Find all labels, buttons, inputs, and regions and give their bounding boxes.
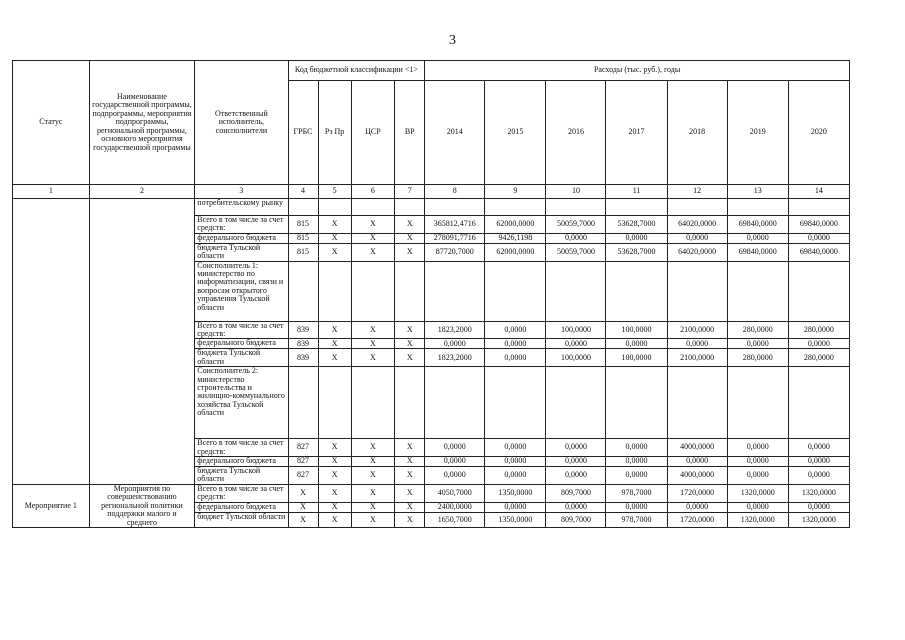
amount-cell: 1350,0000 xyxy=(485,512,546,527)
amount-cell: 0,0000 xyxy=(667,457,727,467)
code-cell: Х xyxy=(288,502,318,512)
header-grbs: ГРБС xyxy=(288,81,318,185)
header-vr: ВР xyxy=(395,81,425,185)
code-cell: Х xyxy=(351,457,395,467)
amount-cell: 0,0000 xyxy=(788,502,849,512)
amount-cell: 0,0000 xyxy=(546,457,606,467)
amount-cell: 1320,0000 xyxy=(788,484,849,502)
executor-cell: бюджета Тульской области xyxy=(195,243,288,261)
measure-name: Мероприятия по совершенствованию региональной политики поддержки малого и среднего xyxy=(89,484,195,527)
amount-cell: 4000,0000 xyxy=(667,439,727,457)
amount-cell: 0,0000 xyxy=(727,439,788,457)
code-cell: Х xyxy=(395,339,425,349)
header-expenses-group: Расходы (тыс. руб.), годы xyxy=(425,61,850,81)
amount-cell xyxy=(788,199,849,216)
amount-cell xyxy=(667,199,727,216)
amount-cell: 0,0000 xyxy=(425,467,485,485)
header-year: 2017 xyxy=(606,81,667,185)
amount-cell: 0,0000 xyxy=(788,457,849,467)
amount-cell: 0,0000 xyxy=(546,467,606,485)
code-cell xyxy=(288,367,318,439)
column-number-row xyxy=(13,185,850,199)
code-cell: Х xyxy=(318,439,351,457)
amount-cell: 0,0000 xyxy=(606,502,667,512)
code-cell: 815 xyxy=(288,233,318,243)
code-cell xyxy=(318,367,351,439)
amount-cell: 280,0000 xyxy=(727,349,788,367)
header-year: 2020 xyxy=(788,81,849,185)
executor-cell: потребительскому рынку xyxy=(195,199,288,216)
amount-cell: 0,0000 xyxy=(667,502,727,512)
code-cell: Х xyxy=(395,216,425,234)
amount-cell: 0,0000 xyxy=(788,467,849,485)
code-cell: Х xyxy=(351,502,395,512)
code-cell xyxy=(395,199,425,216)
amount-cell: 1320,0000 xyxy=(727,484,788,502)
name-cell xyxy=(89,199,195,485)
code-cell: 839 xyxy=(288,321,318,339)
amount-cell: 53628,7000 xyxy=(606,216,667,234)
code-cell xyxy=(351,199,395,216)
executor-cell: Всего в том числе за счет средств: xyxy=(195,216,288,234)
code-cell: Х xyxy=(351,243,395,261)
code-cell: Х xyxy=(351,439,395,457)
amount-cell xyxy=(425,199,485,216)
amount-cell: 87720,7000 xyxy=(425,243,485,261)
executor-cell: федерального бюджета xyxy=(195,502,288,512)
code-cell: Х xyxy=(288,512,318,527)
code-cell: 827 xyxy=(288,457,318,467)
code-cell xyxy=(288,261,318,321)
column-number: 13 xyxy=(727,185,788,199)
amount-cell: 1720,0000 xyxy=(667,512,727,527)
amount-cell: 2100,0000 xyxy=(667,321,727,339)
status-cell xyxy=(13,199,90,485)
amount-cell xyxy=(485,367,546,439)
amount-cell: 0,0000 xyxy=(485,467,546,485)
code-cell xyxy=(318,199,351,216)
amount-cell: 9426,1198 xyxy=(485,233,546,243)
column-number: 8 xyxy=(425,185,485,199)
amount-cell: 50059,7000 xyxy=(546,243,606,261)
executor-cell: бюджета Тульской области xyxy=(195,349,288,367)
code-cell: Х xyxy=(318,457,351,467)
amount-cell: 53628,7000 xyxy=(606,243,667,261)
column-number: 9 xyxy=(485,185,546,199)
amount-cell: 0,0000 xyxy=(606,467,667,485)
code-cell: Х xyxy=(395,512,425,527)
code-cell xyxy=(351,261,395,321)
amount-cell: 0,0000 xyxy=(485,349,546,367)
amount-cell xyxy=(606,261,667,321)
column-number: 7 xyxy=(395,185,425,199)
code-cell: Х xyxy=(318,512,351,527)
executor-cell: Всего в том числе за счет средств: xyxy=(195,484,288,502)
amount-cell: 0,0000 xyxy=(485,502,546,512)
amount-cell: 978,7000 xyxy=(606,484,667,502)
amount-cell: 0,0000 xyxy=(727,467,788,485)
amount-cell xyxy=(546,199,606,216)
amount-cell xyxy=(788,261,849,321)
code-cell: Х xyxy=(395,484,425,502)
code-cell: Х xyxy=(351,339,395,349)
amount-cell: 2400,0000 xyxy=(425,502,485,512)
amount-cell xyxy=(727,367,788,439)
executor-cell: федерального бюджета xyxy=(195,457,288,467)
amount-cell: 0,0000 xyxy=(546,439,606,457)
amount-cell: 0,0000 xyxy=(485,339,546,349)
code-cell: Х xyxy=(395,467,425,485)
header-executor: Ответственный исполнитель, соисполнители xyxy=(195,61,288,185)
code-cell: Х xyxy=(395,457,425,467)
amount-cell: 0,0000 xyxy=(727,502,788,512)
amount-cell xyxy=(606,199,667,216)
column-number: 6 xyxy=(351,185,395,199)
amount-cell: 69840,0000 xyxy=(788,243,849,261)
code-cell: Х xyxy=(351,349,395,367)
amount-cell: 0,0000 xyxy=(606,339,667,349)
amount-cell: 1720,0000 xyxy=(667,484,727,502)
code-cell: Х xyxy=(318,484,351,502)
amount-cell: 69840,0000 xyxy=(788,216,849,234)
column-number: 5 xyxy=(318,185,351,199)
executor-cell: Соисполнитель 2: министерство строительства и жилищно-коммунального хозяйства Тульской области xyxy=(195,367,288,439)
amount-cell: 0,0000 xyxy=(425,439,485,457)
header-year: 2018 xyxy=(667,81,727,185)
executor-cell: бюджета Тульской области xyxy=(195,467,288,485)
amount-cell xyxy=(606,367,667,439)
code-cell: Х xyxy=(395,243,425,261)
amount-cell: 64020,0000 xyxy=(667,216,727,234)
amount-cell xyxy=(727,199,788,216)
amount-cell: 978,7000 xyxy=(606,512,667,527)
table-row xyxy=(13,199,850,216)
column-number: 11 xyxy=(606,185,667,199)
executor-cell: федерального бюджета xyxy=(195,339,288,349)
code-cell: Х xyxy=(318,321,351,339)
executor-cell: Всего в том числе за счет средств: xyxy=(195,439,288,457)
amount-cell: 69840,0000 xyxy=(727,243,788,261)
executor-cell: Соисполнитель 1: министерство по информатизации, связи и вопросам открытого управления Тульской области xyxy=(195,261,288,321)
amount-cell: 0,0000 xyxy=(546,233,606,243)
header-year: 2015 xyxy=(485,81,546,185)
amount-cell: 809,7000 xyxy=(546,512,606,527)
code-cell: Х xyxy=(395,502,425,512)
code-cell: 815 xyxy=(288,243,318,261)
amount-cell: 62000,0000 xyxy=(485,216,546,234)
amount-cell xyxy=(546,367,606,439)
budget-table xyxy=(12,60,850,528)
code-cell: 815 xyxy=(288,216,318,234)
amount-cell xyxy=(425,367,485,439)
code-cell: 839 xyxy=(288,349,318,367)
code-cell: 839 xyxy=(288,339,318,349)
amount-cell: 0,0000 xyxy=(606,457,667,467)
column-number: 10 xyxy=(546,185,606,199)
code-cell: Х xyxy=(351,467,395,485)
amount-cell: 1650,7000 xyxy=(425,512,485,527)
executor-cell: Всего в том числе за счет средств: xyxy=(195,321,288,339)
code-cell: Х xyxy=(395,233,425,243)
header-name: Наименование государственной программы, подпрограммы, мероприятия подпрограммы, региональной программы, основного мероприятия государственной программы xyxy=(89,61,195,185)
code-cell: Х xyxy=(288,484,318,502)
amount-cell: 809,7000 xyxy=(546,484,606,502)
column-number: 1 xyxy=(13,185,90,199)
amount-cell: 0,0000 xyxy=(485,457,546,467)
amount-cell: 0,0000 xyxy=(606,439,667,457)
code-cell: Х xyxy=(351,216,395,234)
amount-cell: 0,0000 xyxy=(546,502,606,512)
code-cell: 827 xyxy=(288,467,318,485)
amount-cell: 278091,7716 xyxy=(425,233,485,243)
column-number: 4 xyxy=(288,185,318,199)
amount-cell: 365812,4716 xyxy=(425,216,485,234)
amount-cell xyxy=(667,261,727,321)
amount-cell: 0,0000 xyxy=(727,233,788,243)
amount-cell: 1320,0000 xyxy=(788,512,849,527)
code-cell: Х xyxy=(351,233,395,243)
column-number: 12 xyxy=(667,185,727,199)
amount-cell xyxy=(485,199,546,216)
amount-cell: 0,0000 xyxy=(606,233,667,243)
amount-cell: 0,0000 xyxy=(667,339,727,349)
header-year: 2014 xyxy=(425,81,485,185)
amount-cell: 4050,7000 xyxy=(425,484,485,502)
amount-cell: 1320,0000 xyxy=(727,512,788,527)
header-code-group: Код бюджетной классификации <1> xyxy=(288,61,425,81)
code-cell: Х xyxy=(395,349,425,367)
code-cell: 827 xyxy=(288,439,318,457)
header-csr: ЦСР xyxy=(351,81,395,185)
amount-cell: 100,0000 xyxy=(606,321,667,339)
amount-cell: 100,0000 xyxy=(546,321,606,339)
code-cell: Х xyxy=(318,243,351,261)
code-cell xyxy=(395,261,425,321)
amount-cell: 280,0000 xyxy=(727,321,788,339)
amount-cell: 0,0000 xyxy=(727,339,788,349)
code-cell: Х xyxy=(318,216,351,234)
amount-cell: 1823,2000 xyxy=(425,321,485,339)
amount-cell: 69840,0000 xyxy=(727,216,788,234)
amount-cell: 0,0000 xyxy=(485,439,546,457)
amount-cell: 1823,2000 xyxy=(425,349,485,367)
amount-cell xyxy=(425,261,485,321)
header-status: Статус xyxy=(13,61,90,185)
amount-cell: 50059,7000 xyxy=(546,216,606,234)
column-number: 2 xyxy=(89,185,195,199)
amount-cell: 0,0000 xyxy=(727,457,788,467)
amount-cell: 280,0000 xyxy=(788,321,849,339)
amount-cell xyxy=(546,261,606,321)
code-cell: Х xyxy=(318,349,351,367)
code-cell xyxy=(318,261,351,321)
code-cell: Х xyxy=(395,439,425,457)
table-row xyxy=(13,484,850,502)
amount-cell: 2100,0000 xyxy=(667,349,727,367)
amount-cell: 0,0000 xyxy=(425,457,485,467)
amount-cell: 280,0000 xyxy=(788,349,849,367)
amount-cell: 62000,0000 xyxy=(485,243,546,261)
measure-status: Мероприятие 1 xyxy=(13,484,90,527)
code-cell xyxy=(351,367,395,439)
code-cell: Х xyxy=(351,321,395,339)
amount-cell: 0,0000 xyxy=(546,339,606,349)
amount-cell xyxy=(727,261,788,321)
amount-cell: 0,0000 xyxy=(425,339,485,349)
executor-cell: бюджет Тульской области xyxy=(195,512,288,527)
amount-cell: 4000,0000 xyxy=(667,467,727,485)
amount-cell: 0,0000 xyxy=(788,233,849,243)
code-cell: Х xyxy=(318,233,351,243)
code-cell: Х xyxy=(351,512,395,527)
code-cell: Х xyxy=(318,502,351,512)
amount-cell: 0,0000 xyxy=(788,439,849,457)
page-number: 3 xyxy=(449,33,456,48)
header-year: 2019 xyxy=(727,81,788,185)
amount-cell: 1350,0000 xyxy=(485,484,546,502)
code-cell xyxy=(395,367,425,439)
header-year: 2016 xyxy=(546,81,606,185)
amount-cell: 100,0000 xyxy=(606,349,667,367)
amount-cell: 0,0000 xyxy=(485,321,546,339)
executor-cell: федерального бюджета xyxy=(195,233,288,243)
code-cell: Х xyxy=(318,467,351,485)
code-cell: Х xyxy=(395,321,425,339)
column-number: 3 xyxy=(195,185,288,199)
amount-cell: 0,0000 xyxy=(788,339,849,349)
code-cell xyxy=(288,199,318,216)
header-rzpr: Рз Пр xyxy=(318,81,351,185)
amount-cell: 64020,0000 xyxy=(667,243,727,261)
amount-cell: 100,0000 xyxy=(546,349,606,367)
column-number: 14 xyxy=(788,185,849,199)
amount-cell xyxy=(485,261,546,321)
amount-cell: 0,0000 xyxy=(667,233,727,243)
amount-cell xyxy=(788,367,849,439)
code-cell: Х xyxy=(318,339,351,349)
amount-cell xyxy=(667,367,727,439)
code-cell: Х xyxy=(351,484,395,502)
